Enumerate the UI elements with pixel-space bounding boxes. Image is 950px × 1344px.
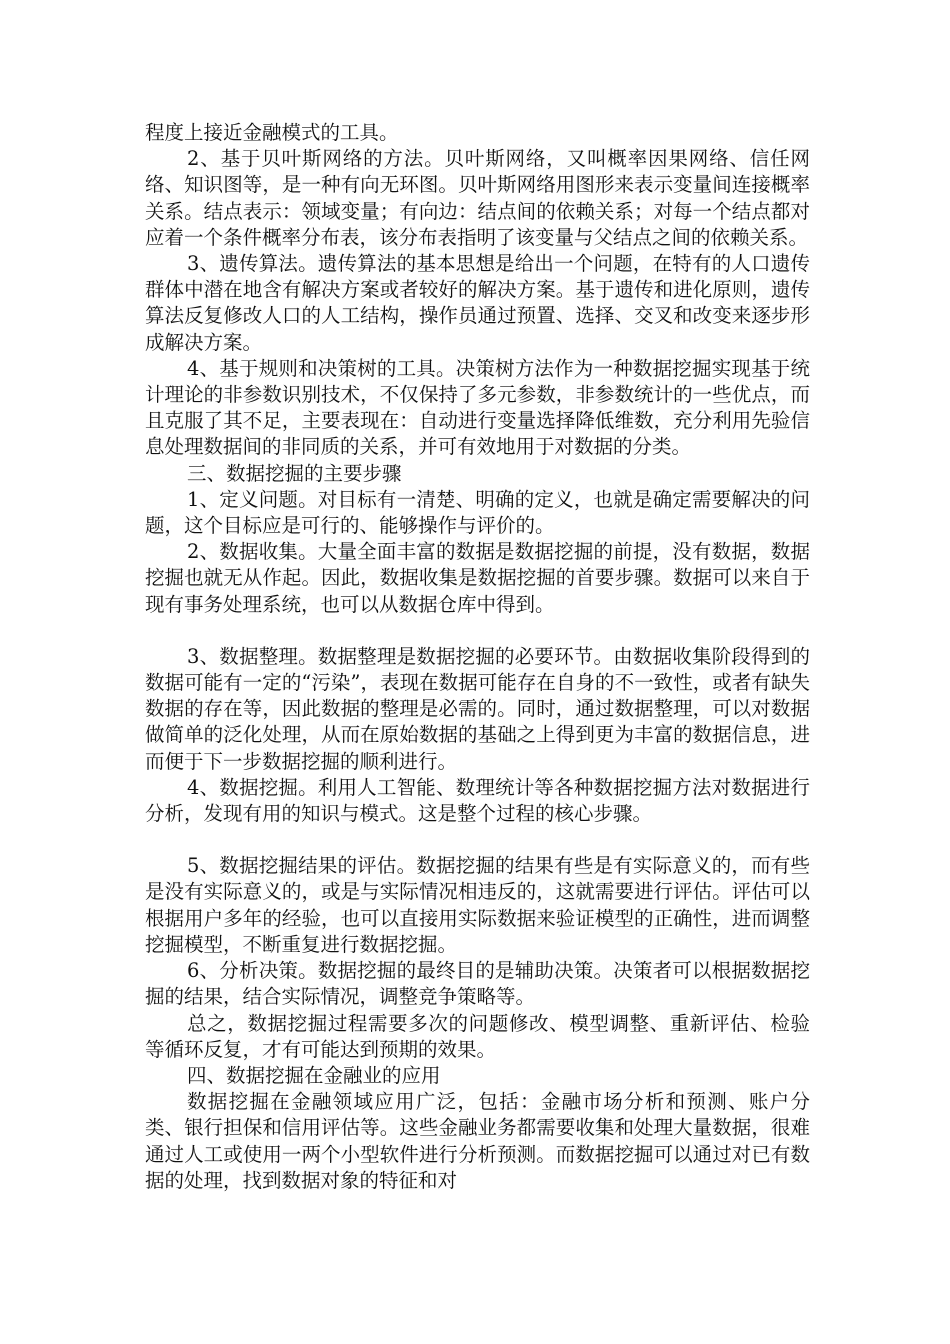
paragraph-continuation: 程度上接近金融模式的工具。: [145, 121, 399, 144]
paragraph-decision-analysis: 6、分析决策。数据挖掘的最终目的是辅助决策。决策者可以根据数据挖掘的结果，结合实际情况，调整竞争策略等。: [145, 959, 810, 1009]
paragraph-data-mining: 4、数据挖掘。利用人工智能、数理统计等各种数据挖掘方法对数据进行分析，发现有用的知识与模式。这是整个过程的核心步骤。: [145, 775, 810, 826]
paragraph-define-problem: 1、定义问题。对目标有一清楚、明确的定义，也就是确定需要解决的问题，这个目标应是可行的、能够操作与评价的。: [145, 487, 810, 538]
blank-line: [145, 618, 810, 644]
paragraph-finance-applications: 数据挖掘在金融领域应用广泛，包括：金融市场分析和预测、账户分类、银行担保和信用评估等。这些金融业务都需要收集和处理大量数据，很难通过人工或使用一两个小型软件进行分析预测。而数据挖掘可以通过对已有数据的处理，找到数据对象的特征和对: [145, 1090, 810, 1192]
paragraph-summary: 总之，数据挖掘过程需要多次的问题修改、模型调整、重新评估、检验等循环反复，才有可能达到预期的效果。: [145, 1011, 810, 1061]
paragraph-decision-tree: 4、基于规则和决策树的工具。决策树方法作为一种数据挖掘实现基于统计理论的非参数识别技术，不仅保持了多元参数，非参数统计的一些优点，而且克服了其不足，主要表现在：自动进行变量选择降低维数，充分利用先验信息处理数据间的非同质的关系，并可有效地用于对数据的分类。: [145, 356, 810, 459]
blank-line: [145, 827, 810, 853]
paragraph-result-evaluation: 5、数据挖掘结果的评估。数据挖掘的结果有些是有实际意义的，而有些是没有实际意义的，或是与实际情况相违反的，这就需要进行评估。评估可以根据用户多年的经验，也可以直接用实际数据来验证模型的正确性，进而调整挖掘模型，不断重复进行数据挖掘。: [145, 854, 810, 956]
section-heading-finance: 四、数据挖掘在金融业的应用: [187, 1063, 441, 1087]
paragraph-data-collection: 2、数据收集。大量全面丰富的数据是数据挖掘的前提，没有数据，数据挖掘也就无从作起。因此，数据收集是数据挖掘的首要步骤。数据可以来自于现有事务处理系统，也可以从数据仓库中得到。: [145, 540, 810, 616]
section-heading-steps: 三、数据挖掘的主要步骤: [187, 461, 402, 485]
paragraph-genetic-algorithm: 3、遗传算法。遗传算法的基本思想是给出一个问题，在特有的人口遗传群体中潜在地含有解决方案或者较好的解决方案。基于遗传和进化原则，遗传算法反复修改人口的人工结构，操作员通过预置、选择、交叉和改变来逐步形成解决方案。: [145, 252, 810, 354]
paragraph-data-cleaning: 3、数据整理。数据整理是数据挖掘的必要环节。由数据收集阶段得到的数据可能有一定的“污染”，表现在数据可能存在自身的不一致性，或者有缺失数据的存在等，因此数据的整理是必需的。同时，通过数据整理，可以对数据做简单的泛化处理，从而在原始数据的基础之上得到更为丰富的数据信息，进而便于下一步数据挖掘的顺利进行。: [145, 644, 810, 773]
document-body: [145, 120, 810, 1194]
paragraph-bayesian-network: 2、基于贝叶斯网络的方法。贝叶斯网络，又叫概率因果网络、信任网络、知识图等，是一种有向无环图。贝叶斯网络用图形来表示变量间连接概率关系。结点表示：领域变量；有向边：结点间的依赖关系；对每一个结点都对应着一个条件概率分布表，该分布表指明了该变量与父结点之间的依赖关系。: [145, 147, 810, 249]
